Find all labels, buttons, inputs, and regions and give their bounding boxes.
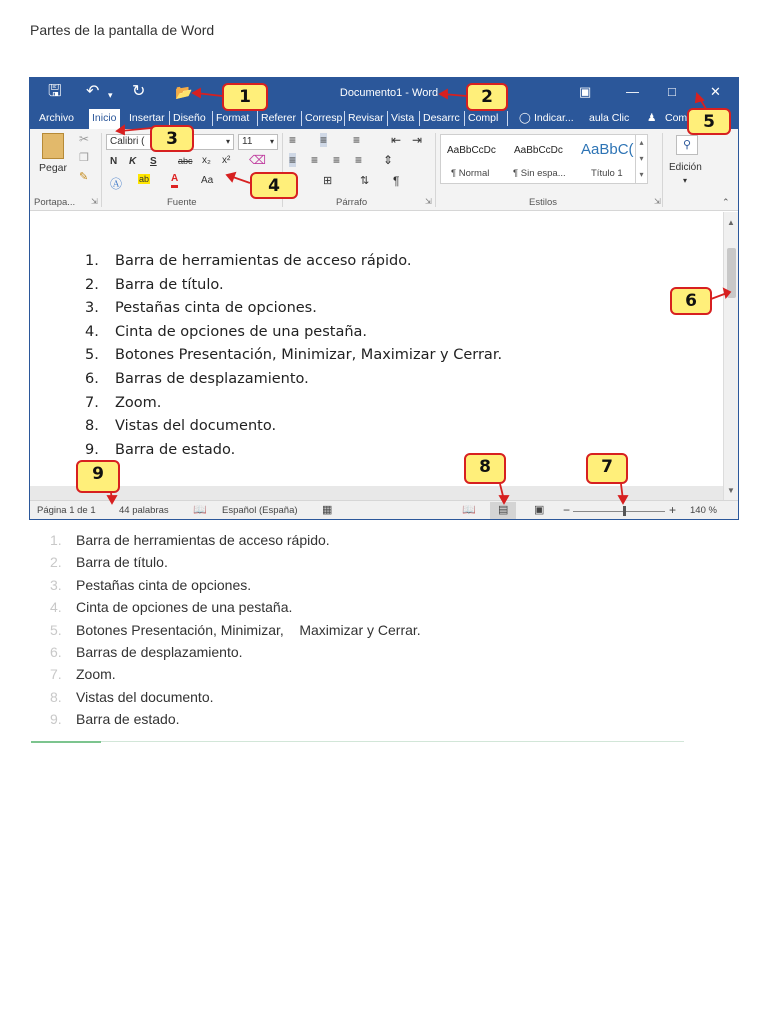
- tab-vista[interactable]: Vista: [391, 112, 415, 124]
- cut-icon[interactable]: ✂: [79, 132, 90, 146]
- parts-list: [50, 529, 421, 731]
- callout-2: 2: [466, 83, 508, 111]
- tab-referencias[interactable]: Referer: [261, 112, 297, 124]
- clear-formatting-icon[interactable]: ⌫: [249, 153, 266, 167]
- tab-formato[interactable]: Format: [216, 112, 250, 124]
- page-count[interactable]: Página 1 de 1: [37, 505, 96, 516]
- callout-1: 1: [222, 83, 268, 111]
- list-item: 7. Zoom.: [50, 666, 116, 683]
- document-title: Documento1 - Word: [339, 87, 439, 99]
- group-label-paragraph: Párrafo: [336, 197, 368, 208]
- divider: [31, 741, 684, 742]
- strikethrough-button[interactable]: abc: [178, 156, 193, 166]
- web-layout-icon[interactable]: ▣: [534, 504, 545, 516]
- tab-diseno[interactable]: Diseño: [173, 112, 206, 124]
- callout-7: 7: [586, 453, 628, 484]
- zoom-in-button[interactable]: +: [669, 503, 677, 517]
- list-item: 6. Barras de desplazamiento.: [50, 643, 243, 660]
- save-icon[interactable]: 🖫: [48, 83, 62, 100]
- tab-inicio[interactable]: Inicio: [89, 109, 120, 129]
- collapse-ribbon-icon[interactable]: ⌃: [722, 197, 730, 207]
- style-no-spacing-name: ¶ Sin espa...: [513, 168, 566, 179]
- font-name-box[interactable]: Calibri ( ▾: [106, 134, 234, 150]
- user-name[interactable]: aula Clic: [589, 112, 630, 124]
- underline-button[interactable]: S: [150, 156, 157, 167]
- justify-icon[interactable]: ≡: [355, 153, 363, 167]
- style-normal-sample[interactable]: AaBbCcDc: [447, 145, 496, 156]
- callout-8: 8: [464, 453, 506, 484]
- ribbon-display-options-icon[interactable]: ▣: [579, 84, 592, 99]
- callout-5: 5: [687, 108, 731, 135]
- list-item: 6. Barras de desplazamiento.: [85, 370, 309, 387]
- multilevel-list-icon[interactable]: ≡: [353, 133, 361, 147]
- close-button[interactable]: ✕: [710, 84, 721, 99]
- align-center-icon[interactable]: ≡: [311, 153, 319, 167]
- superscript-button[interactable]: x²: [222, 155, 231, 166]
- tab-revisar[interactable]: Revisar: [348, 112, 384, 124]
- group-label-styles: Estilos: [529, 197, 557, 208]
- list-item: 3. Pestañas cinta de opciones.: [85, 300, 317, 317]
- list-item: 4. Cinta de opciones de una pestaña.: [50, 599, 293, 616]
- zoom-level[interactable]: 140 %: [690, 505, 717, 516]
- callout-4: 4: [250, 172, 298, 199]
- list-item: 9. Barra de estado.: [85, 441, 236, 458]
- font-color-icon[interactable]: A: [171, 173, 178, 188]
- editing-button[interactable]: Edición: [669, 162, 702, 173]
- dialog-launcher-icon[interactable]: ⇲: [91, 197, 98, 206]
- list-item: 2. Barra de título.: [85, 276, 224, 293]
- callout-6: 6: [670, 287, 712, 315]
- person-icon: ♟: [647, 112, 657, 124]
- italic-button[interactable]: K: [129, 156, 137, 167]
- borders-icon[interactable]: ⊞: [323, 175, 333, 187]
- maximize-button[interactable]: □: [668, 84, 676, 99]
- styles-scroll-icon[interactable]: ▴ ▾ ▾: [635, 135, 647, 183]
- editing-dropdown-icon[interactable]: ▾: [683, 176, 688, 185]
- text-effects-icon[interactable]: Ⓐ: [110, 177, 123, 191]
- align-left-icon[interactable]: ≡: [289, 153, 297, 167]
- style-no-spacing-sample[interactable]: AaBbCcDc: [514, 145, 563, 156]
- numbering-icon[interactable]: ≡: [320, 133, 328, 147]
- show-marks-icon[interactable]: ¶: [393, 174, 400, 188]
- scroll-up-icon[interactable]: ▲: [727, 218, 735, 227]
- copy-icon[interactable]: ❐: [79, 152, 89, 164]
- language[interactable]: Español (España): [222, 505, 298, 516]
- callout-3: 3: [150, 125, 194, 152]
- group-label-clipboard: Portapa...: [34, 197, 76, 208]
- list-item: 8. Vistas del documento.: [85, 418, 277, 435]
- tab-insertar[interactable]: Insertar: [129, 112, 165, 124]
- tab-desarrollador[interactable]: Desarrc: [423, 112, 460, 124]
- word-count[interactable]: 44 palabras: [119, 505, 169, 516]
- list-item: 7. Zoom.: [85, 394, 162, 411]
- font-size-box[interactable]: 11 ▾: [238, 134, 278, 150]
- align-right-icon[interactable]: ≡: [333, 153, 341, 167]
- page-title: Partes de la pantalla de Word: [30, 22, 215, 38]
- proofing-icon[interactable]: 📖: [193, 504, 207, 516]
- styles-launcher-icon[interactable]: ⇲: [654, 197, 661, 206]
- scroll-down-icon[interactable]: ▼: [727, 486, 735, 495]
- sort-icon[interactable]: ⇅: [360, 175, 370, 187]
- format-painter-icon[interactable]: ✎: [79, 171, 89, 183]
- undo-icon[interactable]: ↶: [86, 83, 100, 100]
- style-heading1-sample[interactable]: AaBbC(: [581, 141, 634, 158]
- group-label-font: Fuente: [167, 197, 197, 208]
- paragraph-launcher-icon[interactable]: ⇲: [425, 197, 432, 206]
- highlight-icon[interactable]: ab: [139, 174, 150, 184]
- list-item: 9. Barra de estado.: [50, 711, 180, 728]
- tab-correspondencia[interactable]: Corresp: [305, 112, 343, 124]
- redo-icon[interactable]: ↻: [132, 83, 146, 100]
- increase-indent-icon[interactable]: ⇥: [412, 133, 423, 147]
- tab-complementos[interactable]: Compl: [468, 112, 499, 124]
- minimize-button[interactable]: —: [626, 84, 639, 99]
- read-mode-icon[interactable]: 📖: [462, 504, 476, 516]
- line-spacing-icon[interactable]: ⇕: [383, 153, 394, 167]
- zoom-out-button[interactable]: −: [563, 503, 571, 517]
- bullets-icon[interactable]: ≡: [289, 133, 297, 147]
- list-item: 1. Barra de herramientas de acceso rápido.: [85, 253, 412, 269]
- search-icon[interactable]: ⚲: [676, 135, 698, 155]
- list-item: 5. Botones Presentación, Minimizar, Maximizar y Cerrar.: [85, 347, 503, 364]
- style-heading1-name: Título 1: [591, 168, 623, 179]
- decrease-indent-icon[interactable]: ⇤: [391, 133, 402, 147]
- lightbulb-icon: ◯: [519, 112, 531, 124]
- change-case-button[interactable]: Aa: [201, 175, 214, 186]
- print-layout-icon[interactable]: ▤: [498, 504, 509, 516]
- tell-me-box[interactable]: Indicar...: [534, 112, 574, 124]
- style-normal-name: ¶ Normal: [451, 168, 490, 179]
- list-item: 5. Botones Presentación, Minimizar, Maximizar y Cerrar.: [50, 621, 421, 638]
- list-item: 4. Cinta de opciones de una pestaña.: [85, 323, 368, 340]
- paste-button[interactable]: Pegar: [39, 162, 68, 174]
- open-folder-icon[interactable]: 📂: [175, 84, 193, 100]
- list-item: 3. Pestañas cinta de opciones.: [50, 576, 252, 593]
- list-item: 1. Barra de herramientas de acceso rápido.: [50, 532, 330, 548]
- undo-dropdown-icon[interactable]: ▾: [108, 90, 113, 100]
- bold-button[interactable]: N: [110, 156, 118, 167]
- share-button[interactable]: Com: [665, 112, 688, 124]
- macro-icon[interactable]: ▦: [322, 504, 333, 516]
- list-item: 8. Vistas del documento.: [50, 688, 214, 705]
- list-item: 2. Barra de título.: [50, 554, 168, 571]
- callout-9: 9: [76, 460, 120, 493]
- tab-archivo[interactable]: Archivo: [39, 112, 75, 124]
- divider-accent: [31, 741, 101, 743]
- subscript-button[interactable]: x₂: [202, 155, 211, 166]
